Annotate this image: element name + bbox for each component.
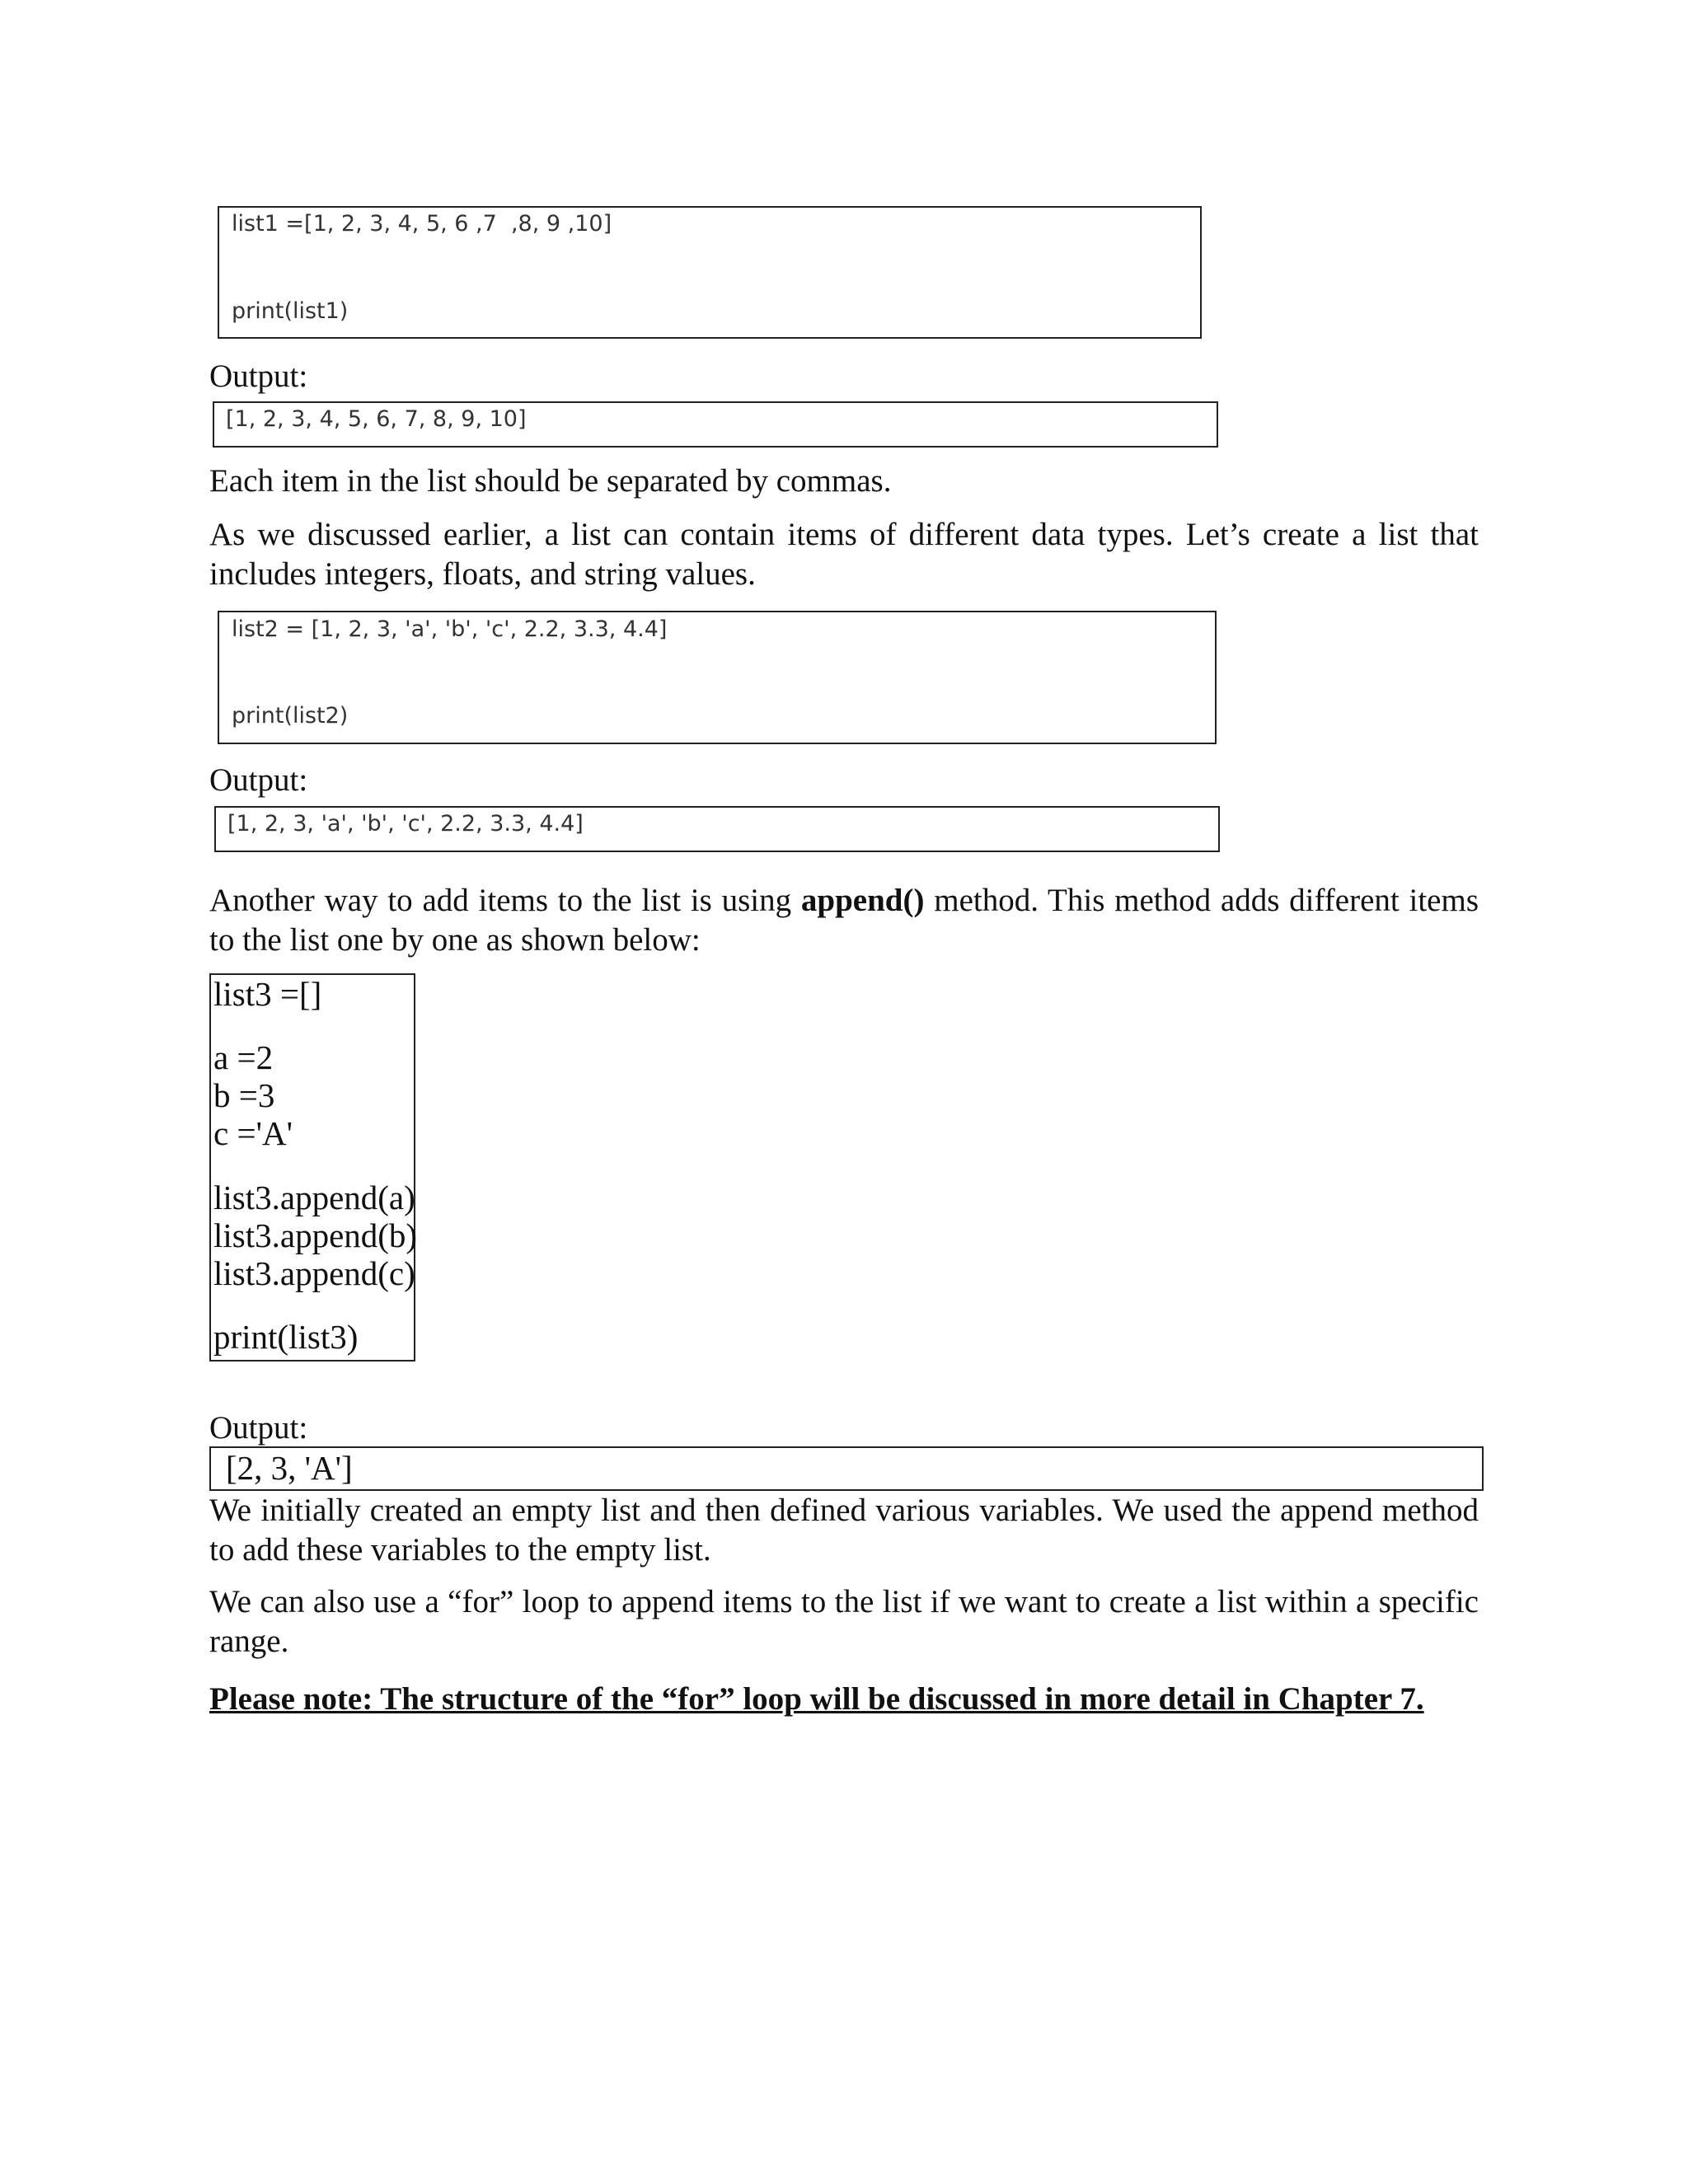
code-block-list3 (209, 973, 418, 1361)
output-label-3: Output: (209, 1410, 308, 1446)
code-line-c-assign: c ='A' (213, 1114, 293, 1152)
code-line-append-a: list3.append(a) (213, 1179, 415, 1216)
output-box-3 (209, 1446, 1484, 1491)
code-line-list2-assign: list2 = [1, 2, 3, 'a', 'b', 'c', 2.2, 3.3, 4.4] (232, 616, 668, 642)
code-line-append-c: list3.append(c) (213, 1254, 415, 1292)
output-value-3: [2, 3, 'A'] (226, 1449, 353, 1487)
paragraph-commas: Each item in the list should be separated by commas. (209, 463, 892, 499)
paragraph-append-before: Another way to add items to the list is using (209, 883, 801, 918)
paragraph-initially-created: We initially created an empty list and then defined various variables. We used the append method to add these variables to the empty list. (209, 1493, 1479, 1568)
code-line-append-b: list3.append(b) (213, 1216, 418, 1254)
code-line-print-list2: print(list2) (232, 703, 349, 729)
paragraph-for-loop: We can also use a “for” loop to append items to the list if we want to create a list within a specific range. (209, 1584, 1479, 1659)
append-method-name: append() (800, 883, 925, 918)
paragraph-data-types: As we discussed earlier, a list can contain items of different data types. Let’s create a list that includes integers, floats, and string values. (209, 517, 1479, 592)
code-line-print-list1: print(list1) (232, 298, 349, 324)
output-label-1: Output: (209, 359, 308, 394)
paragraph-append-method (209, 881, 1479, 960)
code-line-list1-assign: list1 =[1, 2, 3, 4, 5, 6 ,7 ,8, 9 ,10] (232, 211, 612, 237)
code-line-list3-init: list3 =[] (213, 975, 322, 1013)
output-label-2: Output: (209, 762, 308, 798)
code-line-b-assign: b =3 (213, 1076, 275, 1114)
paragraph-append-after: method. This method adds different items to the list one by one as shown below: (209, 883, 1479, 958)
output-value-1: [1, 2, 3, 4, 5, 6, 7, 8, 9, 10] (226, 406, 527, 432)
code-line-print-list3: print(list3) (213, 1318, 359, 1356)
chapter-note: Please note: The structure of the “for” loop will be discussed in more detail in Chapter 7. (209, 1681, 1424, 1717)
output-value-2: [1, 2, 3, 'a', 'b', 'c', 2.2, 3.3, 4.4] (227, 811, 584, 837)
code-line-a-assign: a =2 (213, 1038, 274, 1076)
